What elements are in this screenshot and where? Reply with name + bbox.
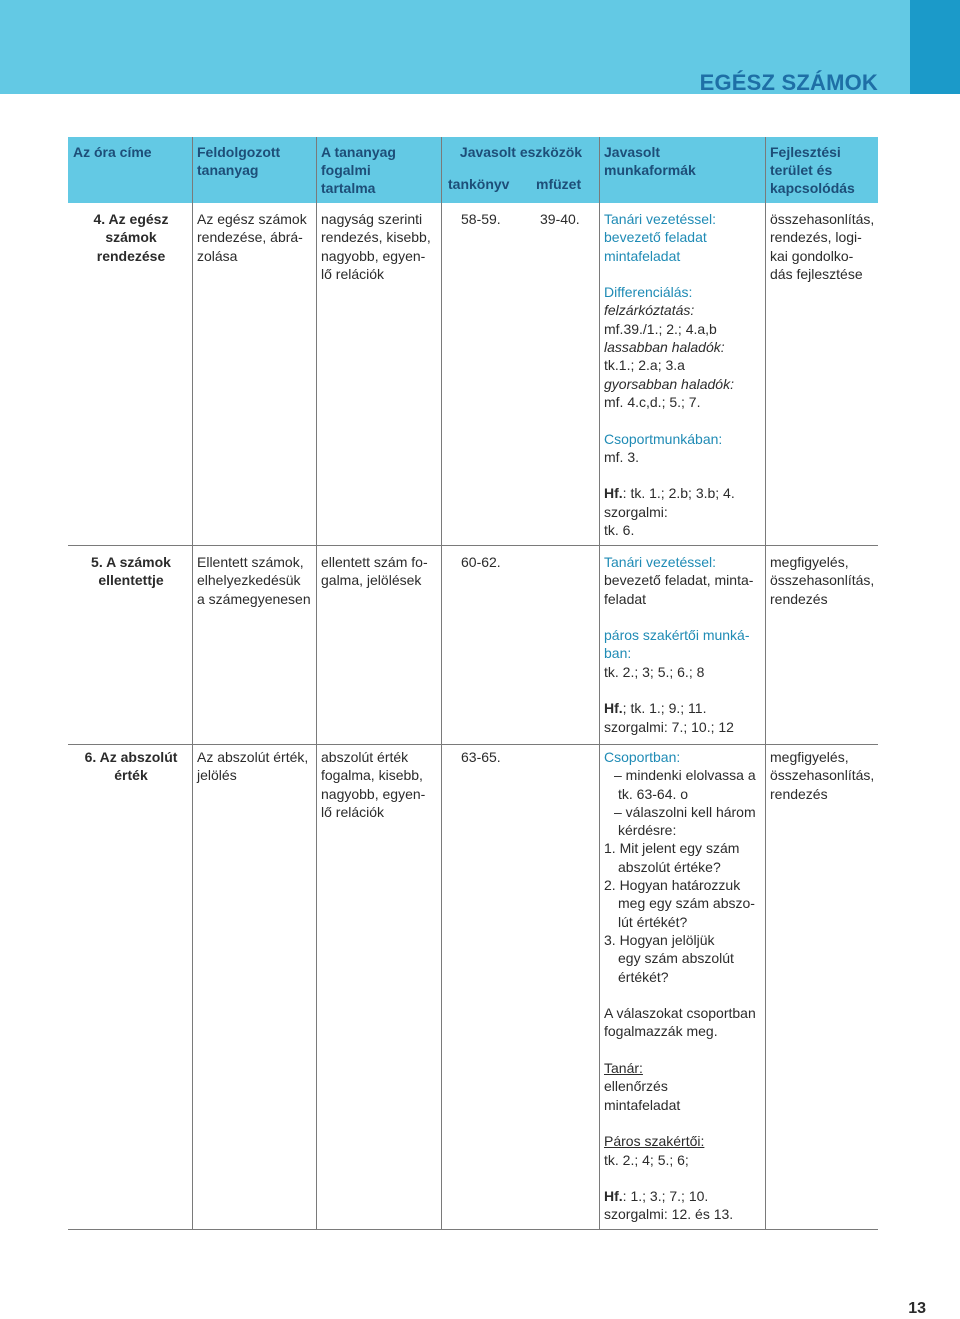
concept-content: nagyság szerinti rendezés, kisebb, nagyobb, egyen- lő relációk [321, 211, 431, 282]
development-area: megfigyelés, összehasonlítás, rendezés [770, 749, 875, 802]
concept-content: abszolút érték fogalma, kisebb, nagyobb, egyen- lő relációk [321, 749, 426, 820]
table-header [68, 137, 878, 203]
development-area: összehasonlítás, rendezés, logi- kai gondolko- dás fejlesztése [770, 211, 875, 282]
processed-material: Az abszolút érték, jelölés [197, 749, 309, 784]
concept-content: ellentett szám fo- galma, jelölések [321, 554, 428, 589]
row-divider [68, 545, 878, 546]
row-divider [68, 744, 878, 745]
header-textbook: tankönyv [448, 176, 510, 192]
header-lesson-title: Az óra címe [73, 144, 152, 160]
lesson-title: 4. Az egész számok rendezése [93, 211, 169, 264]
work-forms: Tanári vezetéssel: bevezető feladat mintafeladat Differenciálás: felzárkóztatás: mf.39./1.; 2.; 4.a,b lassabban haladók: tk.1.; 2.a; 3.a gyorsabban haladók: mf. 4.c,d.; 5.; 7. Csoportmunkában: mf. 3. Hf.: tk. 1.; 2.b; 3.b; 4. szorgalmi: tk. 6. [604, 211, 735, 539]
processed-material: Ellentett számok, elhelyezkedésük a számegyenesen [197, 554, 311, 607]
header-work-forms: Javasolt munkaformák [604, 144, 696, 178]
header-workbook: mfüzet [536, 176, 582, 192]
header-development-area: Fejlesztési terület és kapcsolódás [770, 144, 855, 196]
header-processed-material: Feldolgozott tananyag [197, 144, 281, 178]
page-number: 13 [908, 1300, 926, 1317]
page-title: EGÉSZ SZÁMOK [699, 70, 878, 95]
workbook-pages: 39-40. [540, 211, 580, 227]
header-concept-content: A tananyag fogalmi tartalma [321, 144, 396, 196]
textbook-pages: 60-62. [461, 554, 501, 570]
column-divider [765, 137, 766, 1230]
work-forms: Csoportban: – mindenki elolvassa a tk. 63-64. o – válaszolni kell három kérdésre: 1. Mit jelent egy szám abszolút értéke? 2. Hogyan határozzuk meg egy szám abszo- lút értékét? 3. Hogyan jelöljük egy szám abszolút értékét? A válaszokat csoportban fogalmazzák meg. Tanár: ellenőrzés mintafeladat Páros szakértői: tk. 2.; 4; 5.; 6; Hf.: 1.; 3.; 7.; 10. szorgalmi: 12. és 13. [604, 749, 756, 1223]
work-forms: Tanári vezetéssel: bevezető feladat, minta- feladat páros szakértői munká- ban: tk. 2.; 3; 5.; 6.; 8 Hf.; tk. 1.; 9.; 11. szorgalmi: 7.; 10.; 12 [604, 554, 754, 735]
column-divider [441, 137, 442, 1230]
column-divider [316, 137, 317, 1230]
header-suggested-tools: Javasolt eszközök [459, 144, 583, 160]
lesson-title: 5. A számok ellentettje [91, 554, 171, 589]
banner-edge-strip [910, 0, 960, 94]
lesson-title: 6. Az abszolút érték [84, 749, 178, 784]
processed-material: Az egész számok rendezése, ábrá- zolása [197, 211, 307, 264]
development-area: megfigyelés, összehasonlítás, rendezés [770, 554, 875, 607]
column-divider [192, 137, 193, 1230]
textbook-pages: 63-65. [461, 749, 501, 765]
column-divider [599, 137, 600, 1230]
table-bottom-border [68, 1229, 878, 1230]
textbook-pages: 58-59. [461, 211, 501, 227]
